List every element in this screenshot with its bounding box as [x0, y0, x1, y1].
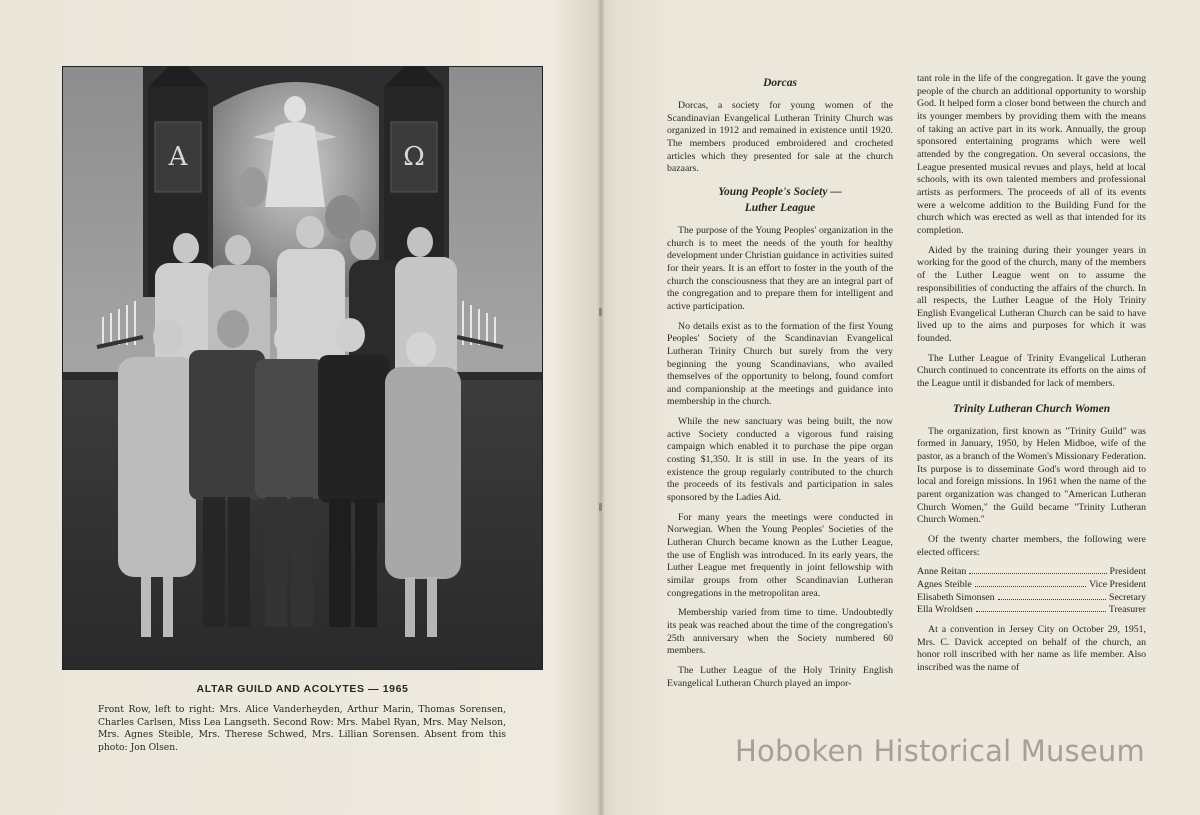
photo-caption-title: ALTAR GUILD AND ACOLYTES — 1965 [196, 683, 409, 695]
omega-symbol: Ω [403, 142, 425, 172]
paragraph: The Luther League of Trinity Evangelical Lutheran Church continued to concentrate its efforts on the aims of the League until it disbanded for lack of members. [917, 352, 1146, 390]
book-gutter [597, 0, 605, 815]
officer-title: Treasurer [1108, 604, 1146, 616]
officer-name: Ella Wroldsen [917, 604, 973, 616]
heading-line: Luther League [744, 201, 816, 214]
paragraph: No details exist as to the formation of the first Young Peoples' Society of the Scandinavian Evangelical Lutheran Trinity Church but surely from the very beginning the young Scandinavians, who availed themselves of the opportunity to belong, found comfort and companionship at the meetings and guidance into membership in the church. [667, 320, 893, 408]
staple-mark [599, 503, 602, 511]
officer-name: Anne Reitan [917, 566, 967, 578]
alpha-symbol: A [168, 142, 188, 172]
paragraph: Membership varied from time to time. Undoubtedly its peak was reached about the time of the congregation's 25th anniversary when the Society numbered 60 members. [667, 607, 893, 657]
paragraph: The purpose of the Young Peoples' organization in the church is to meet the needs of the youth for healthy development under Christian guidance in activities suited for their years. It is an effort to foster in the youth of the church the consciousness that they are an integral part of the congregation and to prepare them for intelligent and active participation. [667, 224, 893, 312]
leader-dots [998, 599, 1106, 600]
photo-caption-body: Front Row, left to right: Mrs. Alice Vanderheyden, Arthur Marin, Thomas Sorensen, Charles Carlsen, Miss Lea Langseth. Second Row: Mrs. Mabel Ryan, Mrs. May Nelson, Mrs. Agnes Steible, Mrs. Therese Schwed, Mrs. Lillian Sorensen. Absent from this photo: Jon Olsen. [98, 704, 506, 753]
officer-title: President [1109, 566, 1146, 578]
paragraph: The organization, first known as "Trinity Guild" was formed in January, 1950, by Helen Midboe, wife of the pastor, as a branch of the Women's Missionary Federation. Its purpose is to disseminate God's word through aid to local and foreign missions. In 1961 when the name of the parent organization was changed to "American Lutheran Church Women," the Guild became "Trinity Lutheran Church Women." [917, 425, 1146, 526]
paragraph: Dorcas, a society for young women of the Scandinavian Evangelical Lutheran Trinity Church was organized in 1912 and remained in existence until 1920. The members produced embroidered and crocheted articles which they presented for sale at the church bazaars. [667, 100, 893, 175]
group-photo [62, 66, 543, 670]
heading-dorcas: Dorcas [763, 77, 797, 89]
heading-young-peoples-society [667, 184, 893, 216]
officer-name: Agnes Steible [917, 578, 972, 590]
leader-dots [975, 586, 1086, 587]
officer-row [917, 566, 1146, 579]
heading-trinity-lutheran-church-women: Trinity Lutheran Church Women [952, 402, 1111, 415]
paragraph: The Luther League of the Holy Trinity English Evangelical Lutheran Church played an impor- [667, 664, 893, 689]
paragraph: Of the twenty charter members, the following were elected officers: [917, 534, 1146, 558]
staple-mark [599, 308, 602, 316]
officer-row [917, 579, 1146, 592]
officer-row [917, 592, 1146, 605]
officer-title: Secretary [1109, 591, 1146, 603]
officers-list [917, 566, 1146, 617]
officer-title: Vice President [1089, 578, 1146, 590]
paragraph: tant role in the life of the congregation. It gave the young people of the church an additional opportunity to worship God. It helped form a closer bond between the church and its younger members by providing them with the means of taking an active part in its work. Annually, the group sponsored entertaining programs which were well attended by the congregation. On several occasions, the League presented musical revues and plays, held at local schools, with its own talented members and professional artists as performers. The proceeds of all of its events were a welcome addition to the Building Fund for the church which was erected as well as that intended for its completion. [917, 73, 1146, 236]
museum-watermark: Hoboken Historical Museum [735, 734, 1145, 768]
paragraph: For many years the meetings were conducted in Norwegian. When the Young Peoples' Societies of the Lutheran Church became known as the Luther League, the use of English was introduced. In its early years, the Luther League met frequently in joint fellowship with similar groups from other Scandinavian Lutheran congregations in the metropolitan area. [667, 511, 893, 599]
paragraph: At a convention in Jersey City on October 29, 1951, Mrs. C. Davick accepted on behalf of the church, an honor roll inscribed with her name as life member. Also inscribed was the name of [917, 623, 1146, 673]
text-column-1 [667, 73, 893, 697]
officer-name: Elisabeth Simonsen [917, 591, 995, 603]
paragraph: Aided by the training during their younger years in working for the good of the church, many of the members of the Luther League went on to assume the responsibilities of conducting the affairs of the church. In all respects, the Luther League of the Holy Trinity English Evangelical Lutheran Church can be said to have lived up to the aims and purposes for which it was founded. [917, 244, 1146, 345]
heading-line: Young People's Society — [718, 185, 842, 198]
officer-row [917, 604, 1146, 617]
leader-dots [969, 573, 1106, 574]
text-column-2 [917, 73, 1146, 682]
leader-dots [976, 611, 1106, 612]
paragraph: While the new sanctuary was being built, the now active Society conducted a vigorous fund raising campaign which enabled it to purchase the pipe organ costing $1,350. It is still in use. In the years of its existence the group regularly contributed to the church the proceeds of its festivals and participation in sales sponsored by the Ladies Aid. [667, 416, 893, 504]
